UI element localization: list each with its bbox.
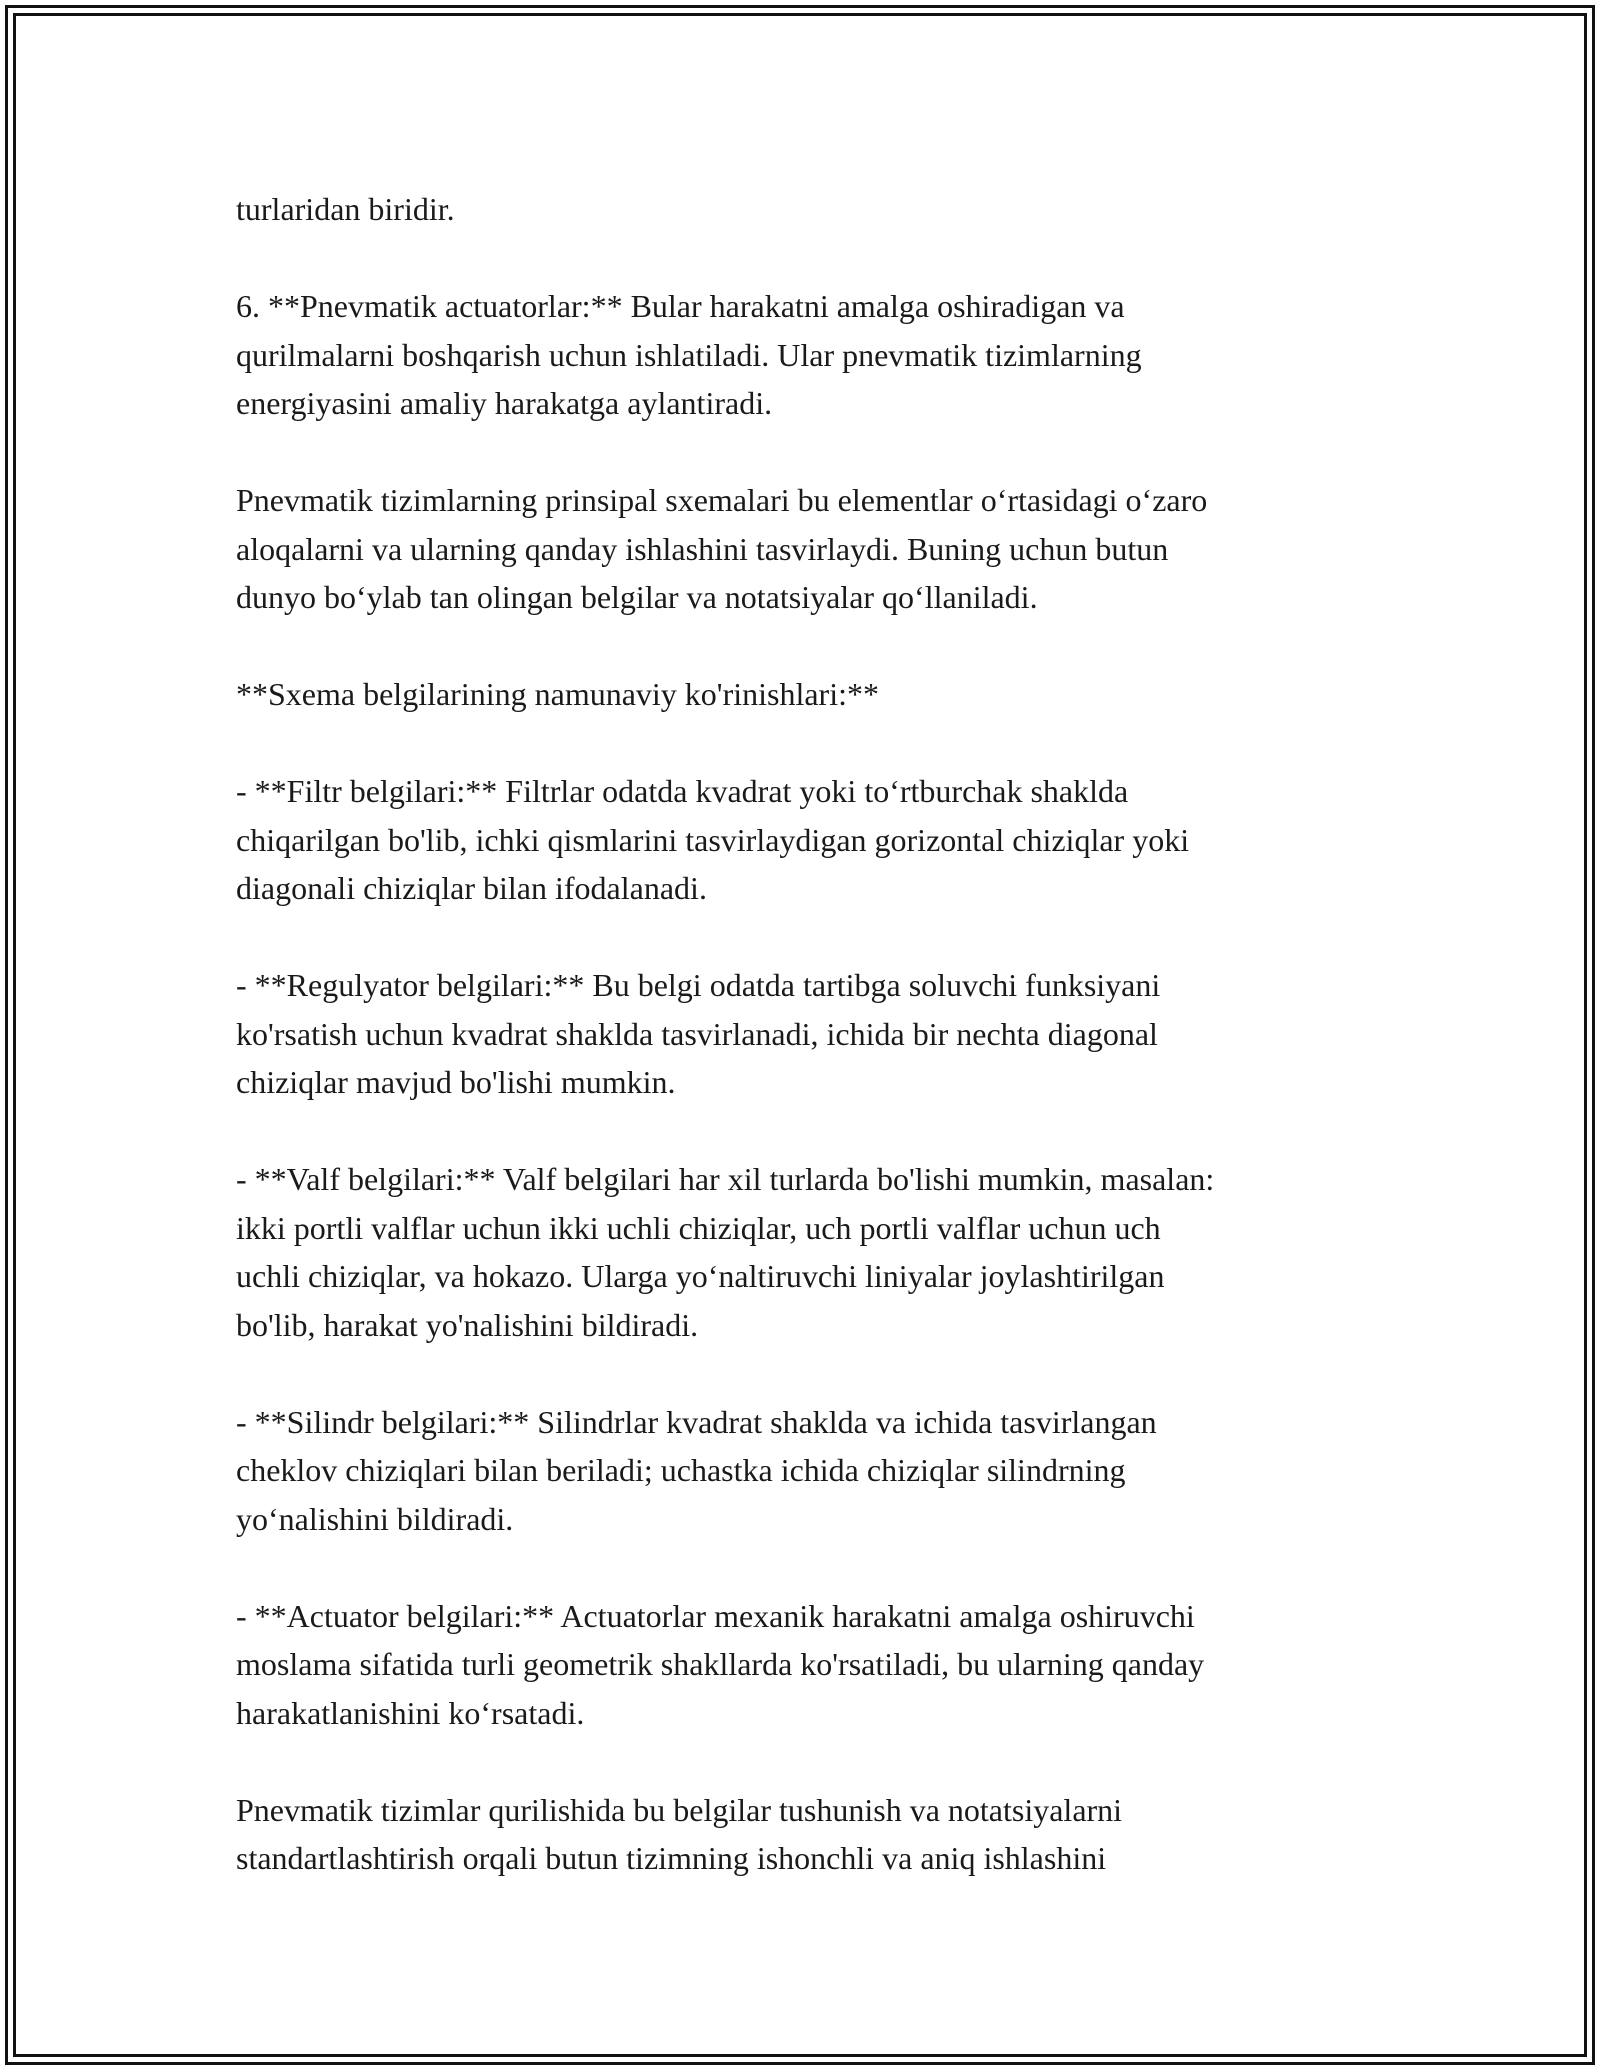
- text-line: - **Regulyator belgilari:** Bu belgi odatda tartibga soluvchi funksiyani: [236, 967, 1161, 1003]
- text-line: aloqalarni va ularning qanday ishlashini tasvirlaydi. Buning uchun butun: [236, 530, 1169, 567]
- text-line: energiyasini amaliy harakatga aylantiradi.: [236, 385, 773, 421]
- text-line: cheklov chiziqlari bilan beriladi; uchastka ichida chiziqlar silindrning: [236, 1452, 1126, 1488]
- list-item-cylinder-symbols: [236, 1398, 1386, 1544]
- list-item-actuator-symbols: [236, 1592, 1386, 1738]
- text-line: bo'lib, harakat yo'nalishini bildiradi.: [236, 1306, 699, 1343]
- text-line: - **Filtr belgilari:** Filtrlar odatda kvadrat yoki to‘rtburchak shaklda: [236, 773, 1129, 809]
- text-line: yo‘nalishini bildiradi.: [236, 1500, 514, 1537]
- text-line: - **Silindr belgilari:** Silindrlar kvadrat shaklda va ichida tasvirlangan: [236, 1403, 1157, 1440]
- text-line: turlaridan biridir.: [236, 191, 455, 227]
- text-line: **Sxema belgilarining namunaviy ko'rinishlari:**: [236, 676, 879, 712]
- list-item-valve-symbols: [236, 1155, 1386, 1349]
- paragraph-conclusion: [236, 1786, 1386, 1883]
- text-line: diagonali chiziqlar bilan ifodalanadi.: [236, 870, 707, 906]
- text-line: moslama sifatida turli geometrik shakllarda ko'rsatiladi, bu ularning qanday: [236, 1646, 1205, 1682]
- text-line: uchli chiziqlar, va hokazo. Ularga yo‘naltiruvchi liniyalar joylashtirilgan: [236, 1258, 1165, 1294]
- document-body: [236, 185, 1386, 1931]
- text-line: - **Valf belgilari:** Valf belgilari har xil turlarda bo'lishi mumkin, masalan:: [236, 1161, 1215, 1197]
- text-line: ikki portli valflar uchun ikki uchli chiziqlar, uch portli valflar uchun uch: [236, 1209, 1161, 1246]
- text-line: Pnevmatik tizimlar qurilishida bu belgilar tushunish va notatsiyalarni: [236, 1791, 1123, 1828]
- text-line: chiziqlar mavjud bo'lishi mumkin.: [236, 1064, 676, 1100]
- paragraph-schematic-intro: [236, 476, 1386, 622]
- text-line: standartlashtirish orqali butun tizimning ishonchli va aniq ishlashini: [236, 1840, 1107, 1876]
- list-item-regulator-symbols: [236, 961, 1386, 1107]
- text-line: - **Actuator belgilari:** Actuatorlar mexanik harakatni amalga oshiruvchi: [236, 1597, 1195, 1634]
- text-line: ko'rsatish uchun kvadrat shaklda tasvirlanadi, ichida bir nechta diagonal: [236, 1015, 1158, 1052]
- list-item-filter-symbols: [236, 767, 1386, 913]
- section-heading-symbols: [236, 670, 1386, 719]
- text-line: qurilmalarni boshqarish uchun ishlatiladi. Ular pnevmatik tizimlarning: [236, 336, 1142, 373]
- text-line: chiqarilgan bo'lib, ichki qismlarini tasvirlaydigan gorizontal chiziqlar yoki: [236, 821, 1190, 858]
- text-line: dunyo bo‘ylab tan olingan belgilar va notatsiyalar qo‘llaniladi.: [236, 579, 1038, 615]
- paragraph-pneumatic-actuators: [236, 282, 1386, 428]
- paragraph-continuation: [236, 185, 1386, 234]
- text-line: 6. **Pnevmatik actuatorlar:** Bular harakatni amalga oshiradigan va: [236, 288, 1125, 324]
- text-line: Pnevmatik tizimlarning prinsipal sxemalari bu elementlar o‘rtasidagi o‘zaro: [236, 482, 1208, 518]
- text-line: harakatlanishini ko‘rsatadi.: [236, 1694, 585, 1731]
